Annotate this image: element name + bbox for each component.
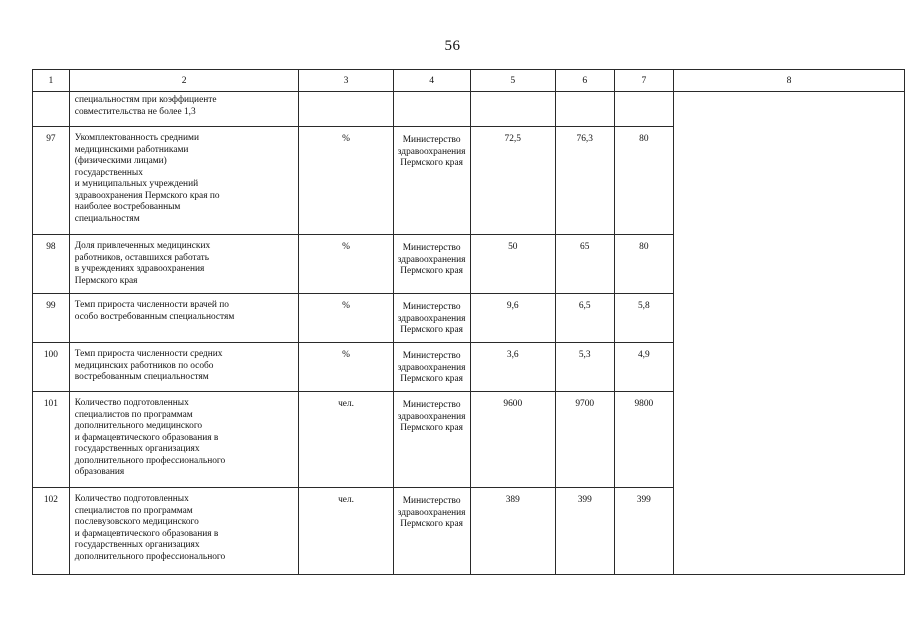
executor-cell xyxy=(393,92,470,127)
value-col-5: 9600 xyxy=(470,392,555,488)
unit-cell: % xyxy=(299,294,393,343)
value-col-6: 5,3 xyxy=(555,343,614,392)
value-col-5: 389 xyxy=(470,488,555,575)
row-number: 98 xyxy=(33,235,70,294)
header-row xyxy=(33,70,905,92)
indicator-name: Темп прироста численности средних медицинских работников по особо востребованным специальностям xyxy=(69,343,299,392)
value-col-7: 80 xyxy=(614,127,674,235)
unit-cell xyxy=(299,92,393,127)
header-col-2: 2 xyxy=(69,70,299,92)
unit-cell: % xyxy=(299,235,393,294)
value-col-6: 399 xyxy=(555,488,614,575)
indicators-table xyxy=(32,69,905,575)
indicator-name: Количество подготовленных специалистов по программам дополнительного медицинского и фармацевтического образования в государственных организациях дополнительного профессионального образования xyxy=(69,392,299,488)
value-col-5: 72,5 xyxy=(470,127,555,235)
value-col-6: 9700 xyxy=(555,392,614,488)
value-col-7 xyxy=(614,92,674,127)
value-col-5 xyxy=(470,92,555,127)
value-col-6: 76,3 xyxy=(555,127,614,235)
unit-cell: % xyxy=(299,343,393,392)
indicator-name: Доля привлеченных медицинских работников, оставшихся работать в учреждениях здравоохранения Пермского края xyxy=(69,235,299,294)
header-col-1: 1 xyxy=(33,70,70,92)
row-number: 97 xyxy=(33,127,70,235)
indicator-name: специальностям при коэффициенте совместительства не более 1,3 xyxy=(69,92,299,127)
header-col-4: 4 xyxy=(393,70,470,92)
value-col-5: 50 xyxy=(470,235,555,294)
value-col-5: 3,6 xyxy=(470,343,555,392)
indicator-name: Количество подготовленных специалистов по программам послевузовского медицинского и фармацевтического образования в государственных организациях дополнительного профессионального xyxy=(69,488,299,575)
executor-cell: Министерство здравоохранения Пермского края xyxy=(393,294,470,343)
value-col-7: 9800 xyxy=(614,392,674,488)
value-col-7: 5,8 xyxy=(614,294,674,343)
column-8-cell xyxy=(674,92,905,575)
executor-cell: Министерство здравоохранения Пермского края xyxy=(393,343,470,392)
value-col-6: 6,5 xyxy=(555,294,614,343)
value-col-7: 399 xyxy=(614,488,674,575)
indicator-name: Укомплектованность средними медицинскими работниками (физическими лицами) государственных и муниципальных учреждений здравоохранения Пермского края по наиболее востребованным специальностям xyxy=(69,127,299,235)
row-number: 102 xyxy=(33,488,70,575)
value-col-6: 65 xyxy=(555,235,614,294)
executor-cell: Министерство здравоохранения Пермского края xyxy=(393,127,470,235)
page-number: 56 xyxy=(444,38,461,54)
unit-cell: чел. xyxy=(299,488,393,575)
table-row-continuation xyxy=(33,92,905,127)
executor-cell: Министерство здравоохранения Пермского края xyxy=(393,235,470,294)
row-number: 101 xyxy=(33,392,70,488)
header-col-8: 8 xyxy=(674,70,905,92)
row-number: 100 xyxy=(33,343,70,392)
value-col-6 xyxy=(555,92,614,127)
header-col-7: 7 xyxy=(614,70,674,92)
indicator-name: Темп прироста численности врачей по особо востребованным специальностям xyxy=(69,294,299,343)
header-col-6: 6 xyxy=(555,70,614,92)
executor-cell: Министерство здравоохранения Пермского края xyxy=(393,488,470,575)
value-col-7: 80 xyxy=(614,235,674,294)
value-col-5: 9,6 xyxy=(470,294,555,343)
row-number: 99 xyxy=(33,294,70,343)
executor-cell: Министерство здравоохранения Пермского края xyxy=(393,392,470,488)
header-col-5: 5 xyxy=(470,70,555,92)
row-number xyxy=(33,92,70,127)
value-col-7: 4,9 xyxy=(614,343,674,392)
unit-cell: чел. xyxy=(299,392,393,488)
header-col-3: 3 xyxy=(299,70,393,92)
unit-cell: % xyxy=(299,127,393,235)
